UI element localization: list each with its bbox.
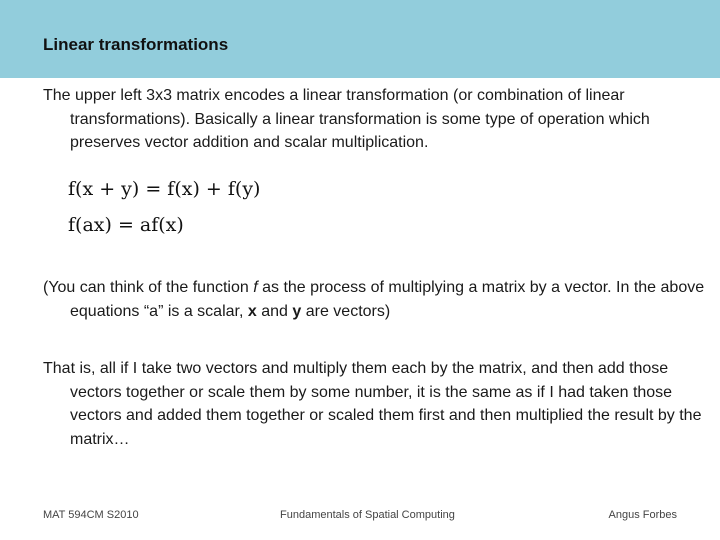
note-function-f: f — [253, 279, 258, 296]
note-text-4: are vectors) — [301, 302, 391, 320]
note-vector-y: y — [292, 302, 302, 320]
footer-title: Fundamentals of Spatial Computing — [280, 509, 455, 521]
paragraph-explanation: That is, all if I take two vectors and multiply them each by the matrix, and then add those vectors together or scale them by some number, it is the same as if I had taken those vectors and added them together or scaled them first and then multiplied the result by the matrix… — [43, 360, 702, 448]
slide-title: Linear transformations — [43, 35, 229, 54]
equation-additivity: f(x + y) = f(x) + f(y) — [68, 178, 261, 200]
paragraph-definition: The upper left 3x3 matrix encodes a linear transformation (or combination of linear transformations). Basically a linear transformation is some type of operation which preserves vector addition and scalar multiplication. — [43, 87, 650, 151]
equation-homogeneity: f(ax) = af(x) — [68, 214, 184, 236]
footer-author: Angus Forbes — [608, 509, 677, 521]
note-text-2: as the process of multiplying a matrix by a vector. In the above equations “a” is a scalar, — [70, 279, 705, 320]
paragraph-function-note — [43, 276, 710, 323]
note-text-3: and — [256, 302, 293, 320]
footer-course: MAT 594CM S2010 — [43, 509, 139, 521]
note-text-1: (You can think of the function — [43, 279, 254, 296]
note-vector-x: x — [247, 302, 257, 320]
